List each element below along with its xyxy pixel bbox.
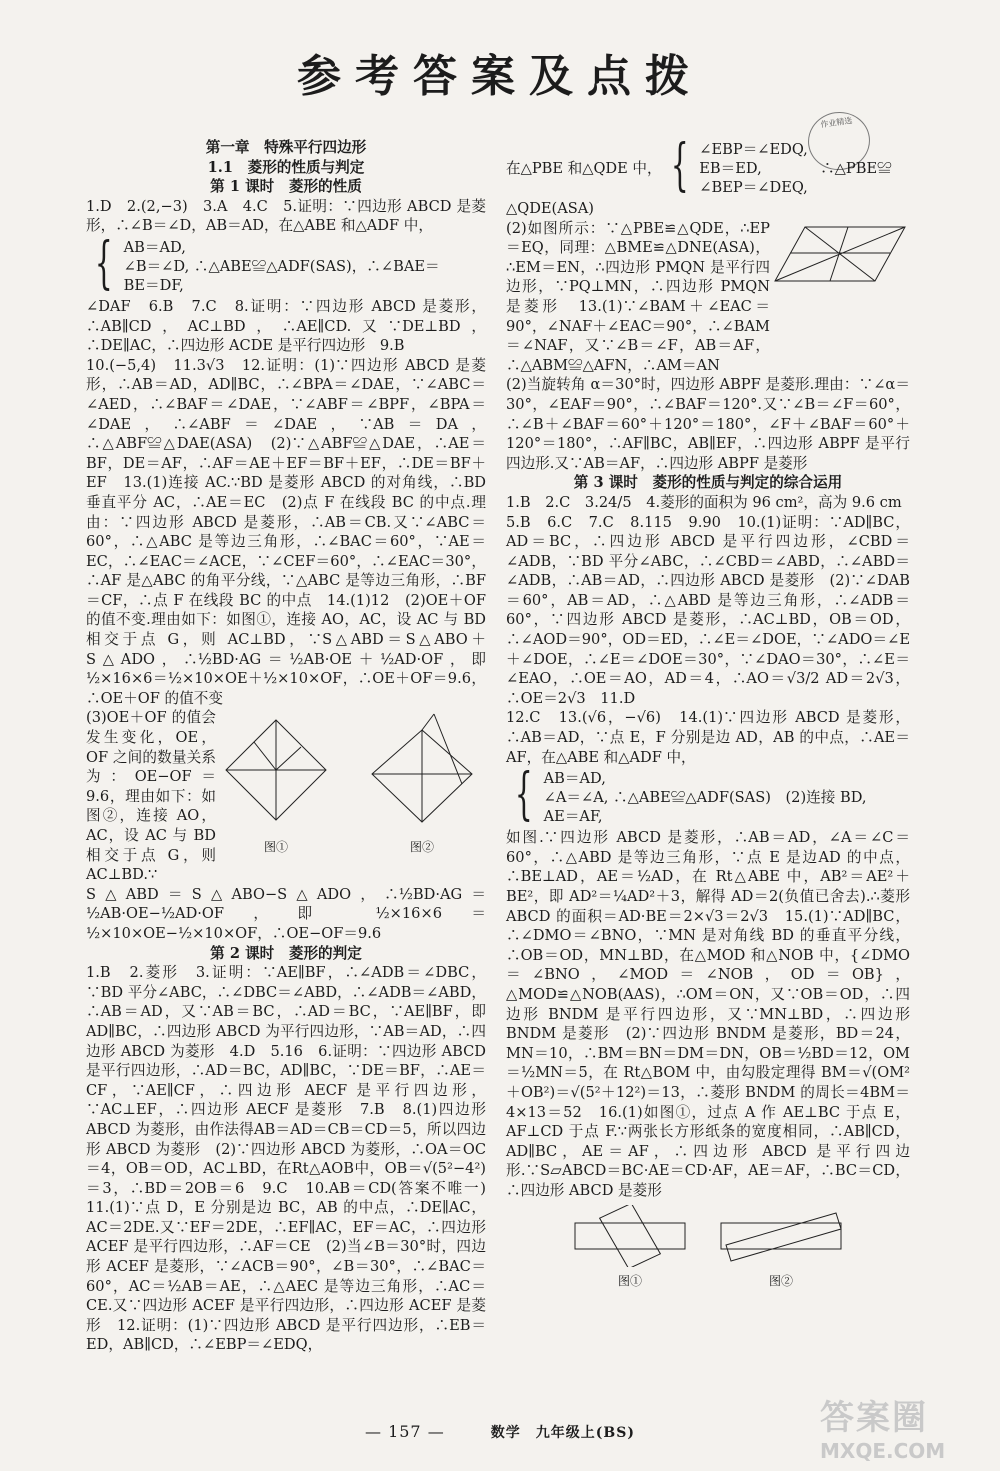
answer-paragraph: 1.B 2.C 3.24/5 4.菱形的面积为 96 cm²，高为 9.6 cm <box>506 493 902 511</box>
stamp-text: 作业精选 <box>819 115 853 130</box>
answer-paragraph: (3)OE＋OF 的值会发生变化，OE，OF 之间的数量关系为：OE−OF＝9.6，理由如下：如图②，连接 AO，AC，设 AC 与 BD 相交于点 G，则 AC⊥BD.∵ <box>86 709 216 884</box>
lesson-heading-3: 第 3 课时 菱形的性质与判定的综合运用 <box>573 474 843 492</box>
figure-caption: 图② <box>768 1274 793 1289</box>
figure-pair <box>506 1205 910 1292</box>
answer-paragraph: ∠DAF 6.B 7.C 8.证明：∵四边形 ABCD 是菱形，∴AB∥CD，AC⊥BD，∴AE∥CD.又∵DE⊥BD，∴DE∥AC，∴四边形 ACDE 是平行四边形 9.B <box>86 297 486 355</box>
watermark-url: MXQE.COM <box>820 1439 946 1463</box>
section-heading: 1.1 菱形的性质与判定 <box>207 158 365 176</box>
system-line: EB＝ED, ∴△PBE≌ <box>699 160 892 177</box>
system-line: ∠A＝∠A, ∴△ABE≌△ADF(SAS) (2)连接 BD, <box>543 789 867 807</box>
equation-system <box>506 762 910 828</box>
lesson-heading-2: 第 2 课时 菱形的判定 <box>210 944 362 962</box>
system-line: AB＝AD, <box>543 770 606 788</box>
equation-system <box>86 230 486 296</box>
answer-paragraph: (2)当旋转角 α＝30°时，四边形 ABPF 是菱形.理由：∵∠α＝30°，∠EAF＝90°，∴∠BAF＝120°.又∵∠B＝∠F＝60°，∴∠B＋∠BAF＝60°＋120°＝180°，∠F＋∠BAF＝60°＋120°＝180°，∴AF∥BC，AB∥EF，∴四边形 ABPF 是平行四边形.又∵AB＝AF，∴四边形 ABPF 是菱形 <box>506 376 910 472</box>
footer-subject: 数学 九年级上(BS) <box>490 1425 635 1441</box>
system-line: AB＝AD, <box>123 238 186 256</box>
figure-pair <box>216 712 482 880</box>
answer-paragraph: 5.B 6.C 7.C 8.115 9.90 10.(1)证明：∵AD∥BC，AD＝BC，∴四边形 ABCD 是平行四边形，∠CBD＝∠ADB，∵BD 平分∠ABC，∴∠CBD＝∠ABD，∴∠ABD＝∠ADB，∴AB＝AD，∴四边形 ABCD 是菱形 (2)∵∠DAB＝60°，AB＝AD，∴△ABD 是等边三角形，∴∠ADB＝60°，∵四边形 ABCD 是菱形，∴AC⊥BD，OB＝OD，∴∠AOD＝90°，OD＝ED，∴∠E＝∠DOE，∵∠ADO＝∠E＋∠DOE，∴∠E＝∠DOE＝30°，∵∠DAO＝30°，∴∠E＝∠EAO，∴OE＝AO，AD＝4，∴AO＝√3/2 AD＝2√3，∴OE＝2√3 11.D <box>506 513 910 707</box>
parallelogram-diagram <box>770 219 910 289</box>
figure-caption: 图② <box>409 840 434 855</box>
system-line: ∠BEP＝∠DEQ, <box>699 179 808 196</box>
page-title: 参考答案及点拨 <box>297 51 703 102</box>
brace-icon: { <box>514 762 533 828</box>
page-number: — 157 — <box>364 1422 445 1441</box>
answer-paragraph: 1.D 2.(2,−3) 3.A 4.C 5.证明：∵四边形 ABCD 是菱形，∴∠B＝∠D，AB＝AD，在△ABE 和△ADF 中， <box>86 197 486 235</box>
rhombus-diagram-1 <box>216 712 336 832</box>
left-column <box>86 138 501 1355</box>
strip-diagram-2 <box>716 1205 846 1267</box>
answer-paragraph: 10.(−5,4) 11.3√3 12.证明：(1)∵四边形 ABCD 是菱形，∴AB＝AD，AD∥BC，∴∠BPA＝∠DAE，∵∠ABC＝∠AED，∴∠BAF＝∠DAE，∵∠ABF＝∠BPF，∠BPA＝∠DAE，∴∠ABF＝∠DAE，∵AB＝DA，∴△ABF≌△DAE(ASA) (2)∵△ABF≌△DAE，∴AE＝BF，DE＝AF，∴AF＝AE＋EF＝BF＋EF，∴DE＝BF＋EF 13.(1)连接 AC.∵BD 是菱形 ABCD 的对角线，∴BD 垂直平分 AC，∴AE＝EC (2)点 F 在线段 BC 的中点.理由：∵四边形 ABCD 是菱形，∴AB＝CB.又∵∠ABC＝60°，∴△ABC 是等边三角形，∴∠BAC＝60°，∵AE＝EC，∴∠EAC＝∠ACE，∵∠CEF＝60°，∴∠EAC＝30°，∴AF 是△ABC 的角平分线，∵△ABC 是等边三角形，∴BF＝CF，∴点 F 在线段 BC 的中点 14.(1)12 (2)OE＋OF 的值不变.理由如下：如图①，连接 AO，AC，设 AC 与 BD 相交于点 G，则 AC⊥BD，∵S△ABD＝S△ABO＋S△ADO，∴½BD·AG＝½AB·OE＋½AD·OF，即 ½×16×6＝½×10×OE＋½×10×OF，∴OE＋OF＝9.6，∴OE＋OF 的值不变 <box>86 356 486 707</box>
answer-paragraph: △QDE(ASA) <box>506 200 595 217</box>
brace-icon: { <box>94 230 113 296</box>
answer-paragraph: 1.B 2.菱形 3.证明：∵AE∥BF，∴∠ADB＝∠DBC，∵BD 平分∠ABC，∴∠DBC＝∠ABD，∴∠ADB＝∠ABD，∴AB＝AD，又∵AB＝BC，∴AD＝BC，∵AE∥BF，即 AD∥BC，∴四边形 ABCD 为平行四边形，∵AB＝AD，∴四边形 ABCD 为菱形 4.D 5.16 6.证明：∵四边形 ABCD 是平行四边形，∴AD＝BC，AD∥BC，∵DE＝BF，∴AE＝CF，∵AE∥CF，∴四边形 AECF 是平行四边形，∵AC⊥EF，∴四边形 AECF 是菱形 7.B 8.(1)四边形 ABCD 为菱形，由作法得AB＝AD＝CB＝CD＝5，所以四边形 ABCD 为菱形 (2)∵四边形 ABCD 为菱形，∴OA＝OC＝4，OB＝OD，AC⊥BD，在Rt△AOB中，OB＝√(5²−4²)＝3，∴BD＝2OB＝6 9.C 10.AB＝CD(答案不唯一) 11.(1)∵点 D，E 分别是边 BC，AB 的中点，∴DE∥AC，AC＝2DE.又∵EF＝2DE，∴EF∥AC，EF＝AC，∴四边形 ACEF 是平行四边形，∴AF＝CE (2)当∠B＝30°时，四边形 ACEF 是菱形，∵∠ACB＝90°，∠B＝30°，∴∠BAC＝60°，AC＝½AB＝AE，∴△AEC 是等边三角形，∴AC＝CE.又∵四边形 ACEF 是平行四边形，∴四边形 ACEF 是菱形 12.证明：(1)∵四边形 ABCD 是平行四边形，∴EB＝ED，AB∥CD，∴∠EBP＝∠EDQ， <box>86 964 501 1354</box>
right-column <box>506 133 910 1296</box>
strip-diagram-1 <box>570 1205 690 1267</box>
watermark-title: 答案圈 <box>820 1398 928 1438</box>
watermark-logo <box>820 1390 990 1464</box>
lesson-heading-1: 第 1 课时 菱形的性质 <box>210 178 362 196</box>
system-lead: 在△PBE 和△QDE 中， <box>506 159 662 177</box>
answer-paragraph: 12.C 13.(√6，−√6) 14.(1)∵四边形 ABCD 是菱形，∴AB＝AD，∵点 E，F 分别是边 AD，AB 的中点，∴AE＝AF，在△ABE 和△ADF 中， <box>506 709 910 766</box>
system-line: AE＝AF, <box>543 808 603 826</box>
system-line: BE＝DF, <box>123 276 184 294</box>
answer-paragraph: 如图.∵四边形 ABCD 是菱形，∴AB＝AD，∠A＝∠C＝60°，∴△ABD 是等边三角形，∵点 E 是边AD 的中点，∴BE⊥AD，AE＝½AD，在 Rt△ABE 中，AB²＝AE²＋BE²，即 AD²＝¼AD²＋3，解得 AD＝2(负值已舍去).∴菱形 ABCD 的面积＝AD·BE＝2×√3＝2√3 15.(1)∵AD∥BC，∴∠DMO＝∠BNO，∵MN 是对角线 BD 的垂直平分线，∴OB＝OD，MN⊥BD，在△MOD 和△NOB 中，{∠DMO＝∠BNO，∠MOD＝∠NOB，OD＝OB}，△MOD≌△NOB(AAS)，∴OM＝ON，又∵OB＝OD，∴四边形 BNDM 是平行四边形，又∵MN⊥BD，∴四边形 BNDM 是菱形 (2)∵四边形 BNDM 是菱形，BD＝24，MN＝10，∴BM＝BN＝DM＝DN，OB＝½BD＝12，OM＝½MN＝5，在 Rt△BOM 中，由勾股定理得 BM＝√(OM²＋OB²)＝√(5²＋12²)＝13，∴菱形 BNDM 的周长＝4BM＝4×13＝52 16.(1)如图①，过点 A 作 AE⊥BC 于点 E，AF⊥CD 于点 F.∵两张长方形纸条的宽度相同，∴AB∥CD，AD∥BC，AE＝AF，∴四边形 ABCD 是平行四边形.∵S▱ABCD＝BC·AE＝CD·AF，AE＝AF，∴BC＝CD，∴四边形 ABCD 是菱形 <box>506 829 910 1199</box>
equation-system <box>506 133 910 198</box>
system-line: ∠B＝∠D, ∴△ABE≌△ADF(SAS)，∴∠BAE＝ <box>123 257 440 275</box>
answer-paragraph: (2)如图所示：∵△PBE≌△QDE，∴EP＝EQ，同理：△BME≌△DNE(ASA)，∴EM＝EN，∴四边形 PMQN 是平行四边形，∵PQ⊥MN，∴四边形 PMQN 是菱形 13.(1)∵∠BAM＋∠EAC＝90°，∠NAF＋∠EAC＝90°，∴∠BAM＝∠NAF，又∵∠B＝∠F，AB＝AF，∴△ABM≌△AFN，∴AM＝AN <box>506 219 770 374</box>
system-line: ∠EBP＝∠EDQ, <box>699 141 808 158</box>
answer-paragraph: S△ABD＝S△ABO−S△ADO，∴½BD·AG＝½AB·OE−½AD·OF，即 ½×16×6＝½×10×OE−½×10×OF，∴OE−OF＝9.6 <box>86 885 486 942</box>
figure-caption: 图① <box>263 840 288 855</box>
brace-icon: { <box>670 133 689 198</box>
figure-caption: 图① <box>617 1274 642 1289</box>
chapter-heading: 第一章 特殊平行四边形 <box>205 139 367 156</box>
rhombus-diagram-2 <box>362 712 482 832</box>
